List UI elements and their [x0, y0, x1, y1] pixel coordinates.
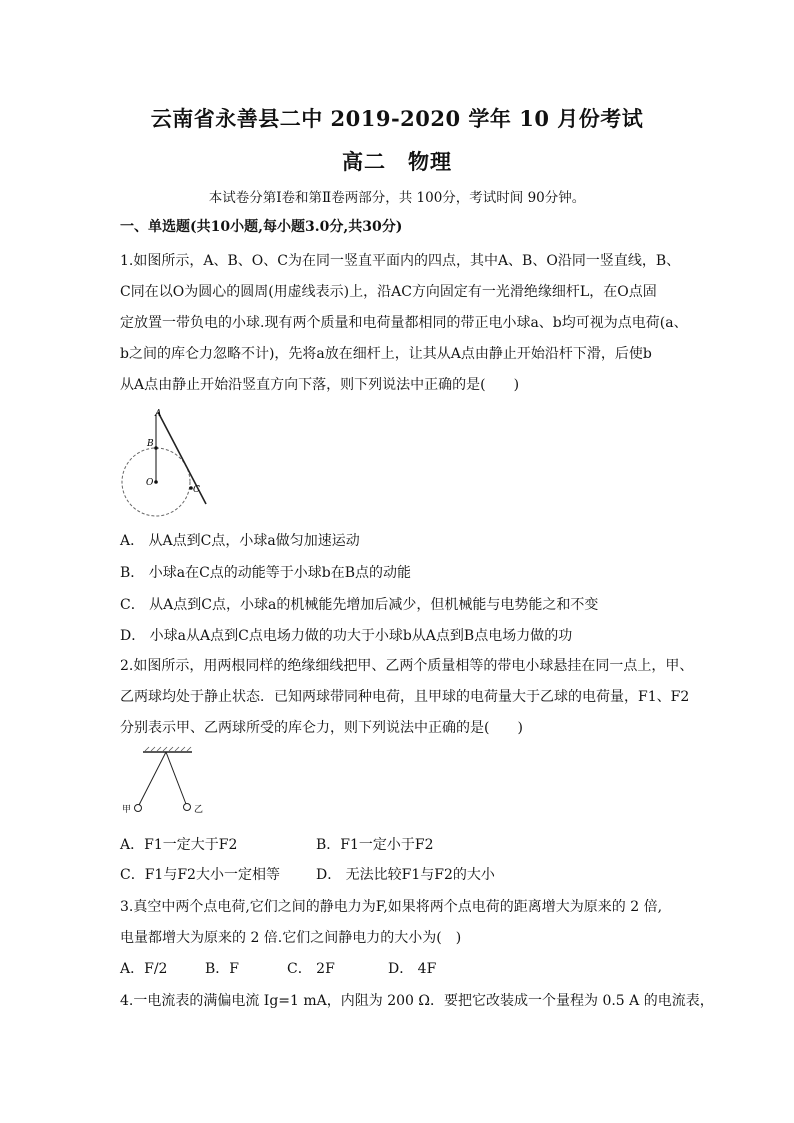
q2-label-jia: 甲	[122, 805, 132, 815]
q4-line-1: 4.一电流表的满偏电流 Ig=1 mA，内阻为 200 Ω．要把它改装成一个量程为 0.5 A 的电流表，	[120, 993, 714, 1009]
q2-thread-left	[139, 752, 166, 805]
q2-option-c: C．F1与F2大小一定相等	[120, 867, 280, 883]
q2-label-yi: 乙	[194, 805, 204, 815]
q1-label-b: B	[147, 439, 154, 449]
exam-subtitle: 高二 物理	[342, 149, 452, 174]
q1-line-5: 从A点由静止开始沿竖直方向下落，则下列说法中正确的是( )	[120, 377, 520, 393]
section-heading: 一、单选题(共10小题,每小题3.0分,共30分)	[120, 219, 403, 235]
exam-title: 云南省永善县二中 2019-2020 学年 10 月份考试	[150, 106, 644, 131]
q2-option-d: D． 无法比较F1与F2的大小	[316, 867, 495, 883]
q2-thread-right	[166, 752, 186, 804]
q1-option-b: B． 小球a在C点的动能等于小球b在B点的动能	[120, 565, 412, 581]
q1-line-1: 1.如图所示，A、B、O、C为在同一竖直平面内的四点，其中A、B、O沿同一竖直线，B、	[120, 253, 681, 269]
q1-point-o	[154, 480, 158, 484]
q3-option-d: D． 4F	[388, 961, 437, 977]
q2-ball-left	[135, 805, 142, 812]
q2-figure	[118, 746, 213, 816]
q1-point-b	[154, 446, 158, 450]
q1-option-d: D． 小球a从A点到C点电场力做的功大于小球b从A点到B点电场力做的功	[120, 628, 573, 644]
q2-ceiling-hatch	[145, 747, 191, 751]
q2-line-2: 乙两球均处于静止状态．已知两球带同种电荷，且甲球的电荷量大于乙球的电荷量，F1、F2	[120, 689, 690, 705]
q2-option-b: B．F1一定小于F2	[316, 837, 434, 853]
q2-ball-right	[184, 804, 191, 811]
q3-option-b: B．F	[205, 961, 240, 977]
q1-line-4: b之间的库仑力忽略不计)，先将a放在细杆上，让其从A点由静止开始沿杆下滑，后使b	[120, 346, 652, 362]
q1-label-o: O	[146, 478, 154, 488]
q1-figure	[118, 404, 218, 519]
q3-option-c: C． 2F	[287, 961, 335, 977]
q1-line-3: 定放置一带负电的小球.现有两个质量和电荷量都相同的带正电小球a、b均可视为点电荷(a、	[120, 315, 688, 331]
q2-line-1: 2.如图所示，用两根同样的绝缘细线把甲、乙两个质量相等的带电小球悬挂在同一点上，甲、	[120, 658, 694, 674]
q1-option-c: C． 从A点到C点，小球a的机械能先增加后减少，但机械能与电势能之和不变	[120, 597, 599, 613]
q1-line-2: C同在以O为圆心的圆周(用虚线表示)上，沿AC方向固定有一光滑绝缘细杆L，在O点固	[120, 284, 657, 300]
q3-line-1: 3.真空中两个点电荷,它们之间的静电力为F,如果将两个点电荷的距离增大为原来的 2 倍,	[120, 899, 663, 915]
q2-option-a: A．F1一定大于F2	[120, 837, 238, 853]
q3-option-a: A．F/2	[120, 961, 168, 977]
q2-line-3: 分别表示甲、乙两球所受的库仑力，则下列说法中正确的是( )	[120, 720, 523, 736]
q3-line-2: 电量都增大为原来的 2 倍.它们之间静电力的大小为( )	[120, 930, 462, 946]
q1-label-a: A	[155, 409, 162, 419]
q1-option-a: A． 从A点到C点，小球a做匀加速运动	[120, 533, 360, 549]
exam-intro: 本试卷分第Ⅰ卷和第Ⅱ卷两部分，共 100分，考试时间 90分钟。	[208, 190, 586, 206]
q1-label-c: C	[193, 485, 200, 495]
